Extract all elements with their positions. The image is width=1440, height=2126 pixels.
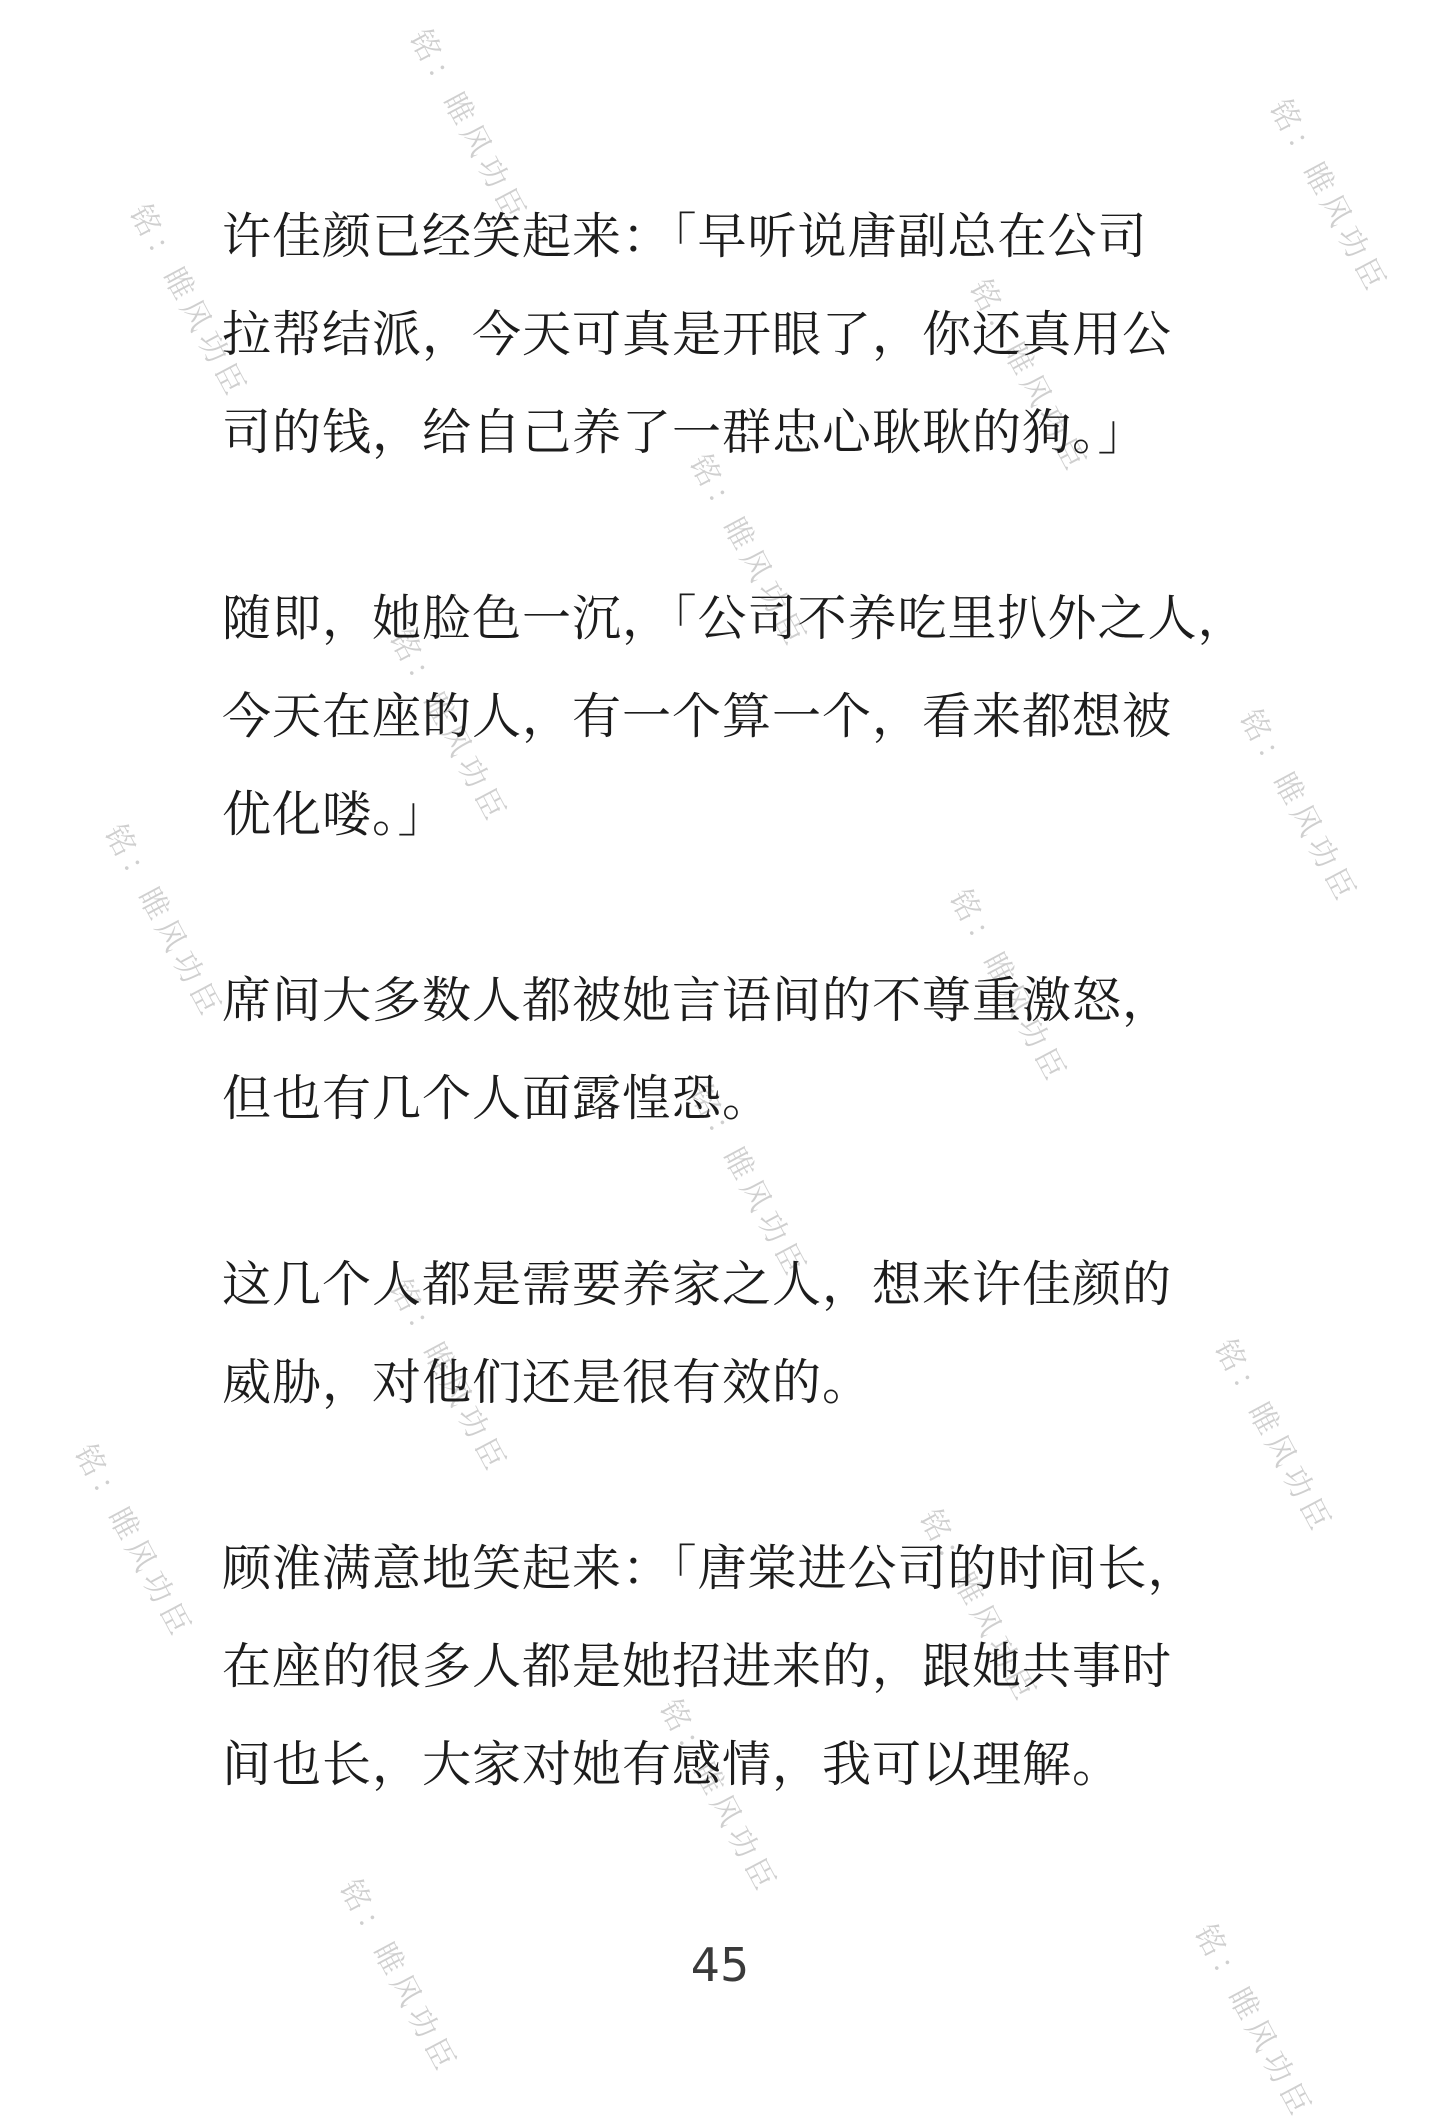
text-line: 许佳颜已经笑起来：「早听说唐副总在公司 (222, 208, 1148, 265)
watermark: 铭：睢风功臣 (97, 818, 230, 1026)
text-line: 在座的很多人都是她招进来的，跟她共事时 (222, 1638, 1173, 1695)
text-line: 但也有几个人面露惶恐。 (222, 1070, 773, 1127)
paragraph (222, 1236, 1232, 1432)
paragraph (222, 952, 1232, 1148)
watermark: 铭：睢风功臣 (382, 1273, 515, 1481)
text-line: 随即，她脸色一沉，「公司不养吃里扒外之人， (222, 590, 1248, 647)
watermark: 铭：睢风功臣 (332, 1873, 465, 2081)
watermark: 铭：睢风功臣 (1232, 703, 1365, 911)
text-line: 这几个人都是需要养家之人，想来许佳颜的 (222, 1256, 1173, 1313)
watermark: 铭：睢风功臣 (67, 1438, 200, 1646)
story-text (222, 188, 1248, 1902)
text-line: 优化喽。」 (222, 786, 448, 843)
paragraph (222, 1520, 1232, 1814)
text-line: 顾淮满意地笑起来：「唐棠进公司的时间长， (222, 1540, 1198, 1597)
watermark: 铭：睢风功臣 (1207, 1333, 1340, 1541)
watermark: 铭：睢风功臣 (682, 448, 815, 656)
paragraph (222, 570, 1248, 864)
watermark: 铭：睢风功臣 (382, 623, 515, 831)
watermark: 铭：睢风功臣 (652, 1693, 785, 1901)
page-number: 45 (690, 1938, 750, 1992)
watermark: 铭：睢风功臣 (942, 883, 1075, 1091)
watermark: 铭：睢风功臣 (402, 23, 535, 231)
text-line: 威胁，对他们还是很有效的。 (222, 1354, 873, 1411)
text-line: 今天在座的人，有一个算一个，看来都想被 (222, 688, 1173, 745)
watermark: 铭：睢风功臣 (1187, 1918, 1320, 2126)
text-line: 拉帮结派，今天可真是开眼了，你还真用公 (222, 306, 1173, 363)
watermark: 铭：睢风功臣 (962, 273, 1095, 481)
text-line: 席间大多数人都被她言语间的不尊重激怒， (222, 972, 1173, 1029)
text-line: 间也长，大家对她有感情，我可以理解。 (222, 1736, 1123, 1793)
paragraph (222, 188, 1232, 482)
text-line: 司的钱，给自己养了一群忠心耿耿的狗。」 (222, 404, 1148, 461)
watermark: 铭：睢风功臣 (1262, 93, 1395, 301)
watermark: 铭：睢风功臣 (912, 1503, 1045, 1711)
watermark: 铭：睢风功臣 (682, 1078, 815, 1286)
watermark: 铭：睢风功臣 (122, 198, 255, 406)
